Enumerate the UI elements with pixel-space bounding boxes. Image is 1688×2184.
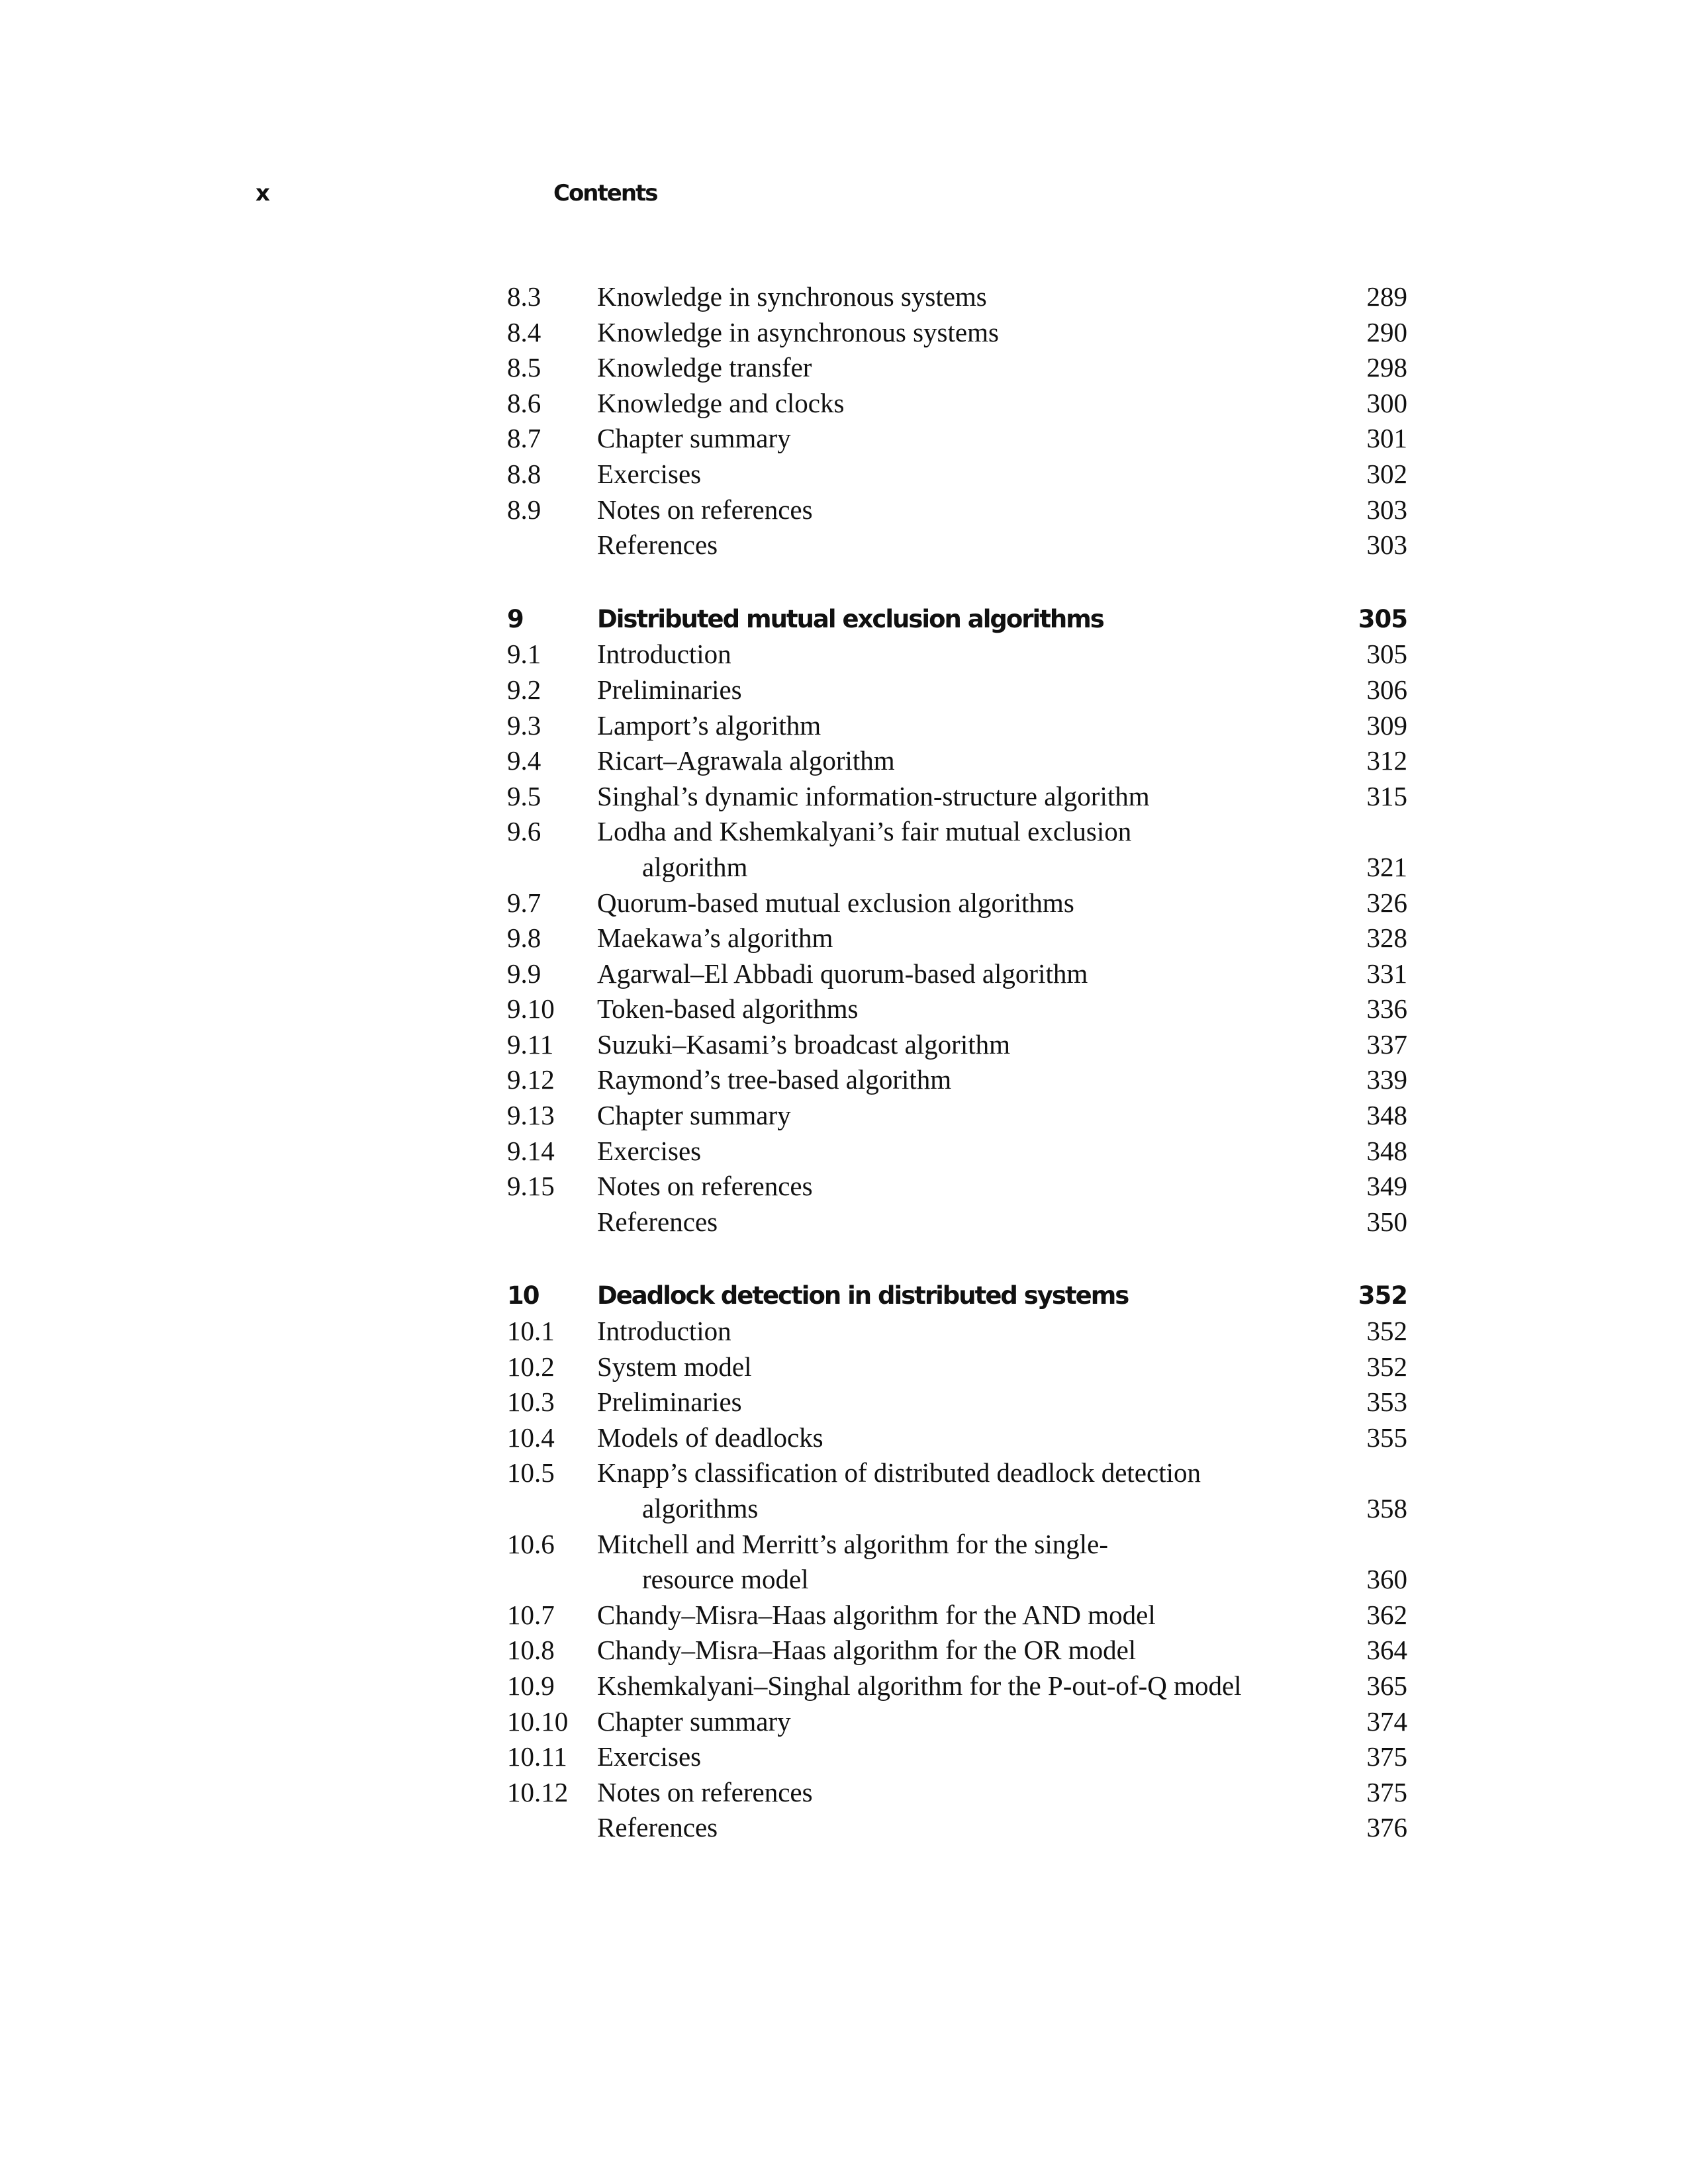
- section-gap: [507, 1240, 1407, 1278]
- toc-entry-continuation[interactable]: [507, 1491, 1407, 1527]
- entry-title: Suzuki–Kasami’s broadcast algorithm: [597, 1028, 1010, 1060]
- entry-page: 362: [1366, 1599, 1407, 1630]
- entry-number: 9.13: [507, 1100, 555, 1131]
- entry-title: Exercises: [597, 1135, 702, 1166]
- toc-entry-continuation[interactable]: [507, 850, 1407, 886]
- entry-page: 355: [1366, 1422, 1407, 1453]
- chapter-10-section: [507, 1278, 1407, 1846]
- entry-number: 9.6: [507, 816, 541, 847]
- toc-entry[interactable]: [507, 956, 1407, 992]
- toc-entry[interactable]: [507, 492, 1407, 528]
- entry-page: 289: [1366, 281, 1407, 312]
- toc-entry[interactable]: [507, 457, 1407, 492]
- entry-title: Exercises: [597, 1741, 702, 1772]
- entry-page: 353: [1366, 1387, 1407, 1418]
- entry-number: 8.3: [507, 281, 541, 312]
- entry-number: 10.6: [507, 1528, 555, 1559]
- entry-number: 8.4: [507, 316, 541, 347]
- entry-page: 364: [1366, 1635, 1407, 1666]
- toc-entry[interactable]: [507, 350, 1407, 386]
- entry-number: 10.11: [507, 1741, 567, 1772]
- toc-entry-continuation[interactable]: [507, 1562, 1407, 1598]
- toc-entry[interactable]: [507, 1633, 1407, 1668]
- entry-title: Preliminaries: [597, 1387, 742, 1418]
- entry-number: 8.9: [507, 494, 541, 525]
- entry-title: References: [597, 529, 718, 561]
- entry-title: Knowledge in synchronous systems: [597, 281, 987, 312]
- entry-title: Knowledge transfer: [597, 352, 812, 383]
- toc-entry[interactable]: [507, 421, 1407, 457]
- toc-entry[interactable]: [507, 1810, 1407, 1846]
- entry-page: 321: [1366, 851, 1407, 882]
- toc-entry[interactable]: [507, 991, 1407, 1027]
- entry-title: References: [597, 1812, 718, 1843]
- entry-title-continued: algorithms: [642, 1493, 759, 1524]
- toc-entry[interactable]: [507, 1668, 1407, 1704]
- entry-page: 375: [1366, 1776, 1407, 1807]
- toc-entry[interactable]: [507, 1775, 1407, 1811]
- entry-number: 10.9: [507, 1670, 555, 1701]
- toc-entry[interactable]: [507, 1205, 1407, 1240]
- entry-page: 306: [1366, 674, 1407, 705]
- entry-title: Lodha and Kshemkalyani’s fair mutual exclusion: [597, 816, 1132, 847]
- entry-title: Mitchell and Merritt’s algorithm for the single-: [597, 1528, 1108, 1559]
- entry-number: 9.12: [507, 1064, 555, 1095]
- entry-title: Chapter summary: [597, 1100, 791, 1131]
- entry-title: Singhal’s dynamic information-structure algorithm: [597, 780, 1150, 811]
- entry-page: 326: [1366, 887, 1407, 918]
- entry-title: Knowledge and clocks: [597, 387, 845, 418]
- entry-title: References: [597, 1206, 718, 1237]
- toc-entry[interactable]: [507, 637, 1407, 672]
- entry-title: System model: [597, 1351, 752, 1382]
- toc-entry[interactable]: [507, 1314, 1407, 1349]
- toc-entry[interactable]: [507, 1455, 1407, 1491]
- entry-title: Chandy–Misra–Haas algorithm for the OR model: [597, 1635, 1137, 1666]
- toc-entry[interactable]: [507, 1598, 1407, 1633]
- entry-page: 339: [1366, 1064, 1407, 1095]
- entry-page: 374: [1366, 1706, 1407, 1737]
- toc-entry[interactable]: [507, 1169, 1407, 1205]
- entry-title-continued: algorithm: [642, 851, 748, 882]
- entry-number: 8.5: [507, 352, 541, 383]
- entry-title: Maekawa’s algorithm: [597, 923, 833, 954]
- entry-number: 8.8: [507, 458, 541, 489]
- toc-entry[interactable]: [507, 1062, 1407, 1098]
- entry-title: Introduction: [597, 1316, 731, 1347]
- entry-title: Knowledge in asynchronous systems: [597, 316, 999, 347]
- entry-page: 331: [1366, 958, 1407, 989]
- entry-page: 352: [1366, 1351, 1407, 1382]
- entry-number: 9.4: [507, 745, 541, 776]
- toc-entry[interactable]: [507, 921, 1407, 956]
- toc-entry[interactable]: [507, 672, 1407, 708]
- chapter-page: 352: [1358, 1281, 1407, 1310]
- running-title: Contents: [553, 180, 657, 206]
- entry-page: 375: [1366, 1741, 1407, 1772]
- entry-page: 300: [1366, 387, 1407, 418]
- entry-number: 9.15: [507, 1171, 555, 1202]
- toc-entry[interactable]: [507, 1420, 1407, 1456]
- chapter-title: Deadlock detection in distributed systems: [597, 1281, 1129, 1310]
- entry-number: 9.2: [507, 674, 541, 705]
- entry-page: 348: [1366, 1135, 1407, 1166]
- entry-number: 10.3: [507, 1387, 555, 1418]
- entry-number: 9.11: [507, 1028, 554, 1060]
- entry-title: Exercises: [597, 458, 702, 489]
- toc-entry[interactable]: [507, 1527, 1407, 1563]
- chapter-page: 305: [1358, 604, 1407, 633]
- toc-entry[interactable]: [507, 315, 1407, 351]
- entry-page: 365: [1366, 1670, 1407, 1701]
- toc-entry[interactable]: [507, 1098, 1407, 1134]
- entry-page: 290: [1366, 316, 1407, 347]
- page-header: [0, 180, 1688, 220]
- chapter-heading[interactable]: [507, 602, 1407, 637]
- entry-title: Knapp’s classification of distributed deadlock detection: [597, 1457, 1201, 1488]
- chapter-heading[interactable]: [507, 1278, 1407, 1314]
- entry-number: 9.7: [507, 887, 541, 918]
- entry-page: 301: [1366, 423, 1407, 454]
- entry-page: 302: [1366, 458, 1407, 489]
- entry-title: Preliminaries: [597, 674, 742, 705]
- entry-title: Models of deadlocks: [597, 1422, 823, 1453]
- entry-page: 352: [1366, 1316, 1407, 1347]
- chapter-8-section: [507, 279, 1407, 563]
- entry-title: Introduction: [597, 639, 731, 670]
- entry-title: Lamport’s algorithm: [597, 709, 821, 741]
- section-gap: [507, 563, 1407, 602]
- entry-title: Chapter summary: [597, 1706, 791, 1737]
- entry-page: 348: [1366, 1100, 1407, 1131]
- entry-title: Notes on references: [597, 494, 813, 525]
- entry-number: 8.6: [507, 387, 541, 418]
- entry-number: 10.2: [507, 1351, 555, 1382]
- toc-entry[interactable]: [507, 743, 1407, 779]
- entry-number: 9.5: [507, 780, 541, 811]
- entry-page: 337: [1366, 1028, 1407, 1060]
- entry-number: 8.7: [507, 423, 541, 454]
- entry-title: Chapter summary: [597, 423, 791, 454]
- entry-page: 376: [1366, 1812, 1407, 1843]
- entry-page: 358: [1366, 1493, 1407, 1524]
- entry-page: 309: [1366, 709, 1407, 741]
- entry-page: 336: [1366, 993, 1407, 1024]
- entry-title: Kshemkalyani–Singhal algorithm for the P-out-of-Q model: [597, 1670, 1242, 1701]
- toc-entry[interactable]: [507, 708, 1407, 744]
- toc-entry[interactable]: [507, 1385, 1407, 1420]
- entry-number: 10.10: [507, 1706, 569, 1737]
- toc-entry[interactable]: [507, 1704, 1407, 1740]
- entry-page: 303: [1366, 529, 1407, 561]
- entry-title-continued: resource model: [642, 1564, 809, 1595]
- entry-title: Token-based algorithms: [597, 993, 859, 1024]
- entry-number: 9.8: [507, 923, 541, 954]
- entry-number: 9.3: [507, 709, 541, 741]
- toc-entry[interactable]: [507, 1134, 1407, 1169]
- entry-title: Ricart–Agrawala algorithm: [597, 745, 895, 776]
- toc-entry[interactable]: [507, 386, 1407, 422]
- entry-page: 303: [1366, 494, 1407, 525]
- entry-page: 312: [1366, 745, 1407, 776]
- entry-title: Agarwal–El Abbadi quorum-based algorithm: [597, 958, 1088, 989]
- chapter-number: 10: [507, 1281, 539, 1310]
- entry-number: 9.10: [507, 993, 555, 1024]
- entry-title: Notes on references: [597, 1776, 813, 1807]
- entry-number: 9.14: [507, 1135, 555, 1166]
- chapter-number: 9: [507, 604, 523, 633]
- entry-page: 315: [1366, 780, 1407, 811]
- entry-number: 10.8: [507, 1635, 555, 1666]
- entry-number: 9.9: [507, 958, 541, 989]
- entry-title: Quorum-based mutual exclusion algorithms: [597, 887, 1074, 918]
- toc-entry[interactable]: [507, 527, 1407, 563]
- toc-entry[interactable]: [507, 779, 1407, 815]
- toc-entry[interactable]: [507, 1739, 1407, 1775]
- entry-number: 10.1: [507, 1316, 555, 1347]
- entry-page: 305: [1366, 639, 1407, 670]
- toc-entry[interactable]: [507, 279, 1407, 315]
- entry-number: 9.1: [507, 639, 541, 670]
- toc-entry[interactable]: [507, 886, 1407, 921]
- table-of-contents: [507, 279, 1407, 1846]
- entry-page: 328: [1366, 923, 1407, 954]
- entry-title: Raymond’s tree-based algorithm: [597, 1064, 952, 1095]
- entry-page: 360: [1366, 1564, 1407, 1595]
- entry-title: Notes on references: [597, 1171, 813, 1202]
- toc-entry[interactable]: [507, 1349, 1407, 1385]
- toc-entry[interactable]: [507, 1027, 1407, 1063]
- entry-title: Chandy–Misra–Haas algorithm for the AND model: [597, 1599, 1156, 1630]
- entry-number: 10.5: [507, 1457, 555, 1488]
- entry-page: 298: [1366, 352, 1407, 383]
- page-number: x: [256, 180, 269, 206]
- entry-page: 349: [1366, 1171, 1407, 1202]
- toc-entry[interactable]: [507, 814, 1407, 850]
- entry-number: 10.12: [507, 1776, 569, 1807]
- chapter-9-section: [507, 602, 1407, 1240]
- chapter-title: Distributed mutual exclusion algorithms: [597, 604, 1103, 633]
- entry-number: 10.4: [507, 1422, 555, 1453]
- entry-page: 350: [1366, 1206, 1407, 1237]
- entry-number: 10.7: [507, 1599, 555, 1630]
